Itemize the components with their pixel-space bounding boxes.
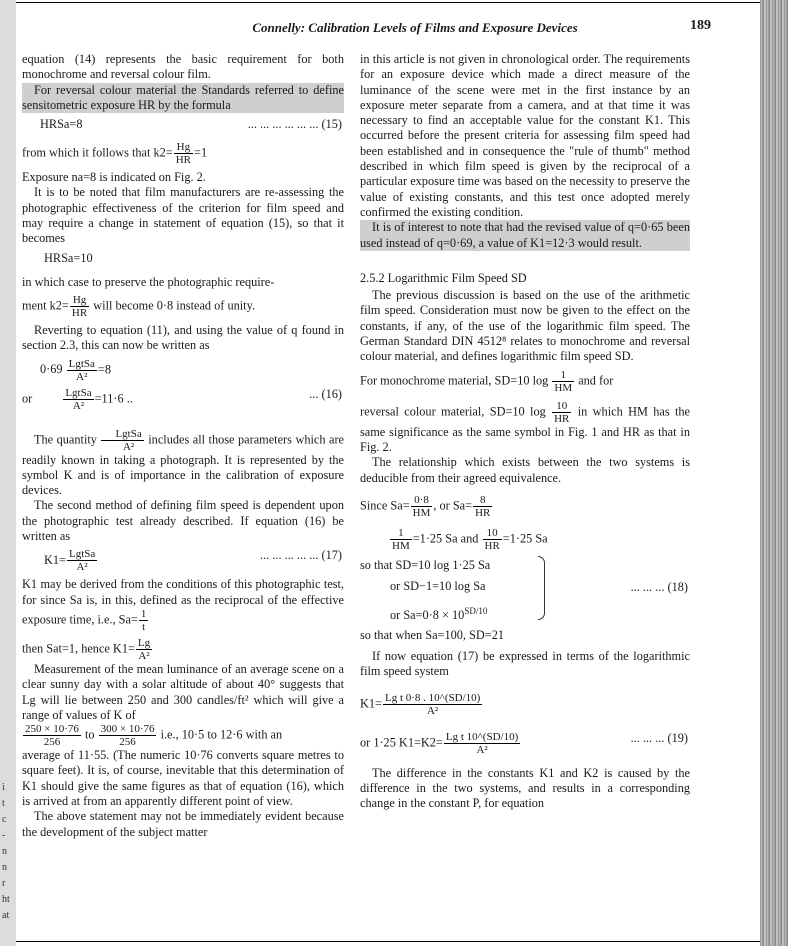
fraction: [552, 400, 571, 425]
equation-17: [22, 548, 344, 573]
text-run: includes all those parameters which are readily known in taking a photograph. It is represented by the symbol K and is of importance in the calibration of exposure devices.: [22, 431, 345, 498]
denominator: 256: [119, 736, 136, 749]
margin-letters: [2, 780, 14, 924]
equation-text: =1: [194, 145, 208, 160]
numerator: LgtSa: [68, 548, 96, 561]
page-number: 189: [690, 18, 711, 33]
fraction: [23, 723, 81, 748]
paragraph: [22, 428, 344, 499]
fraction: [383, 692, 482, 717]
equation-a: [22, 358, 344, 383]
equation-text: will become 0·8 instead of unity.: [93, 298, 256, 313]
paragraph: in which case to preserve the photographic require-: [22, 274, 275, 289]
numerator: Lg: [137, 636, 151, 649]
margin-letter: c: [2, 814, 7, 825]
equation-number: ... (16): [309, 386, 342, 401]
equation-number: ... ... ... ... ... ... (15): [247, 117, 342, 132]
text-run: The quantity: [34, 431, 97, 446]
equation-relation: [360, 527, 690, 552]
denominator: HR: [175, 154, 192, 167]
fraction: [70, 294, 89, 319]
left-column: [22, 52, 344, 840]
margin-letter: n: [2, 862, 7, 873]
or-label: or: [22, 390, 33, 405]
text-run: reversal colour material, SD=10 log: [360, 403, 546, 418]
denominator: A²: [76, 561, 88, 574]
denominator: A²: [426, 704, 439, 717]
paragraph: The above statement may not be immediately evident because the development of the subject matter: [22, 809, 344, 839]
numerator: Lg t 10^(SD/10): [445, 730, 519, 743]
numerator: 10: [552, 400, 571, 413]
fraction: [101, 428, 143, 453]
denominator: A²: [122, 440, 135, 453]
text-run: to: [84, 727, 95, 742]
equation-line: so that SD=10 log 1·25 Sa: [360, 557, 491, 572]
numerator: 300 × 10·76: [100, 723, 155, 736]
paragraph: Reverting to equation (11), and using the value of q found in section 2.3, this can now be written as: [22, 322, 344, 353]
paragraph: in this article is not given in chronological order. The requirements for an exposure device which made a direct measure of the luminance of the scene were met in the first instance by an exposure meter separate from a camera, and at that time it was necessary to find an acceptable value for the constant K1. This occurred before the present criteria for assessing film speed had been established and in consequence the "rule of thumb" method described in which film speed is given by the reciprocal of a particular exposure time was based on the necessity to preserve the value of existing constants, and this test once adopted merely confirmed the existing condition.: [360, 52, 690, 219]
paragraph: [22, 637, 344, 662]
equation-number: ... ... ... (18): [630, 579, 688, 594]
paragraph: [360, 369, 690, 394]
numerator: 1: [552, 369, 574, 382]
right-column: [360, 52, 690, 812]
numerator: Hg: [174, 141, 193, 154]
paragraph: average of 11·55. (The numeric 10·76 converts square metres to square feet). It is, of course, inevitable that this determination of K1 should give the same figures as that of equation (16), which is arrived at from an apparently different point of view.: [22, 748, 344, 809]
numerator: LgtSa: [65, 386, 92, 399]
fraction: [139, 608, 149, 633]
text-run: and for: [578, 372, 614, 387]
paragraph: For reversal colour material the Standards referred to define sensitometric exposure HR by the formula: [22, 82, 344, 112]
denominator: A²: [72, 399, 85, 412]
section-heading: 2.5.2 Logarithmic Film Speed SD: [360, 270, 527, 285]
equation-text: from which it follows that k2=: [22, 145, 173, 160]
text-run: then Sat=1, hence K1=: [22, 641, 135, 656]
equation-18-group: [360, 558, 690, 624]
equation-text: , or Sa=: [433, 498, 473, 513]
paragraph: The second method of defining film speed is dependent upon the photographic test already described. If equation (16) be written as: [22, 498, 344, 544]
text-run: in which HM has the same significance as the same symbol in Fig. 1 and HR as that in Fig. 2.: [360, 403, 690, 454]
equation-text: ment k2=: [22, 298, 69, 313]
text-run: i.e., 10·5 to 12·6 with an: [160, 727, 283, 742]
equation-text: K1=: [44, 552, 66, 567]
margin-letter: n: [2, 846, 7, 857]
paragraph: Measurement of the mean luminance of an average scene on a clear sunny day with a solar altitude of about 40° suggests that Lg will lie between 250 and 300 candles/ft² which will give a range of values of K of: [22, 661, 344, 722]
fraction: [174, 141, 193, 166]
numerator: Hg: [70, 294, 89, 307]
denominator: HM: [554, 381, 573, 394]
margin-letter: i: [2, 782, 5, 793]
equation-since: [360, 494, 690, 519]
fraction: [473, 494, 492, 519]
denominator: HR: [71, 306, 88, 319]
denominator: t: [142, 620, 146, 633]
denominator: HM: [412, 506, 431, 519]
paragraph: Exposure na=8 is indicated on Fig. 2.: [22, 170, 206, 185]
numerator: 10: [483, 527, 502, 540]
numerator: LgtSa: [68, 357, 95, 370]
equation-text: or Sa=0·8 × 10: [390, 608, 465, 623]
denominator: HM: [392, 539, 410, 552]
brace: [538, 556, 545, 620]
equation-text: 0·69: [40, 361, 63, 376]
equation-k2: [22, 141, 344, 166]
equation-15: [22, 117, 344, 137]
margin-letter: at: [2, 910, 10, 921]
numerator: 250 × 10·76: [25, 723, 79, 736]
equation-text: K1=: [360, 696, 382, 711]
paragraph: If now equation (17) be expressed in terms of the logarithmic film speed system: [360, 649, 690, 679]
equation-text: =8: [97, 361, 111, 376]
fraction: [99, 723, 157, 748]
denominator: A²: [76, 370, 88, 383]
margin-letter: r: [2, 878, 6, 889]
numerator: Lg t 0·8 . 10^(SD/10): [384, 691, 481, 704]
equation-k1: [360, 692, 690, 717]
fraction: [552, 369, 574, 394]
denominator: HR: [554, 412, 570, 425]
fraction: [67, 548, 97, 573]
equation-16: [22, 387, 344, 412]
numerator: 0·8: [411, 494, 433, 507]
denominator: HR: [484, 539, 500, 552]
margin-letter: ht: [2, 894, 10, 905]
equation-line: or SD−1=10 log Sa: [390, 579, 486, 594]
paragraph: It is of interest to note that had the revised value of q=0·65 been used instead of q=0·69, a value of K1=12·3 would result.: [360, 220, 690, 250]
paragraph: It is to be noted that film manufacturers are re-assessing the photographic effectiveness of the criterion for film speed and may require a change in statement of equation (15), so that it becomes: [22, 185, 344, 246]
equation-text: HRSa=10: [44, 250, 93, 265]
denominator: A²: [138, 649, 150, 662]
numerator: 1: [140, 607, 147, 620]
denominator: 256: [43, 736, 61, 749]
text-run: K1 may be derived from the conditions of this photographic test, for since Sa is, in this, defined as the reciprocal of the effective exposure time, i.e., Sa=: [22, 577, 344, 627]
paragraph: equation (14) represents the basic requirement for both monochrome and reversal colour film.: [22, 52, 344, 82]
margin-letter: -: [2, 830, 6, 841]
paragraph: [22, 577, 344, 633]
denominator: A²: [476, 743, 488, 756]
equation-text: =1·25 Sa and: [412, 531, 479, 546]
paragraph: [360, 400, 690, 456]
exponent: SD/10: [464, 606, 488, 617]
paragraph: The difference in the constants K1 and K2 is caused by the difference in the two systems, and results in a corresponding change in the constant P, for equation: [360, 765, 690, 811]
denominator: HR: [475, 506, 491, 519]
equation-text: =11·6 ..: [94, 390, 133, 405]
fraction: [444, 731, 520, 756]
numerator: LgtSa: [101, 428, 143, 441]
equation-k2-b: [22, 294, 344, 319]
paragraph: [22, 723, 344, 748]
fraction: [67, 358, 97, 383]
paragraph: The relationship which exists between the two systems is deducible from their agreed equivalence.: [360, 455, 690, 485]
fraction: [63, 387, 93, 412]
text-run: For monochrome material, SD=10 log: [360, 372, 549, 387]
equation-19: [360, 731, 690, 756]
paragraph: The previous discussion is based on the use of the arithmetic film speed. Consideration must now be given to the effect on the constants, if any, of the use of the logarithmic film speed. The German Standard DIN 4512⁸ relates to monochrome and reversal colour material, and defines logarithmic film speed SD.: [360, 288, 690, 364]
numerator: 8: [473, 494, 492, 507]
equation-text: Since Sa=: [360, 498, 410, 513]
fraction: [390, 527, 412, 552]
equation-text: or 1·25 K1=K2=: [360, 735, 443, 750]
fraction: [411, 494, 433, 519]
scan-edge-right: [760, 0, 788, 946]
equation-text: HRSa=8: [40, 117, 83, 132]
paragraph: so that when Sa=100, SD=21: [360, 627, 505, 642]
fraction: [483, 527, 502, 552]
equation-number: ... ... ... ... ... (17): [260, 548, 342, 563]
equation-number: ... ... ... (19): [630, 730, 688, 745]
numerator: 1: [390, 527, 412, 540]
equation-text: =1·25 Sa: [502, 531, 548, 546]
margin-letter: t: [2, 798, 5, 809]
fraction: [136, 637, 152, 662]
running-title: Connelly: Calibration Levels of Films and Exposure Devices: [252, 20, 578, 35]
equation-hr: [22, 251, 344, 271]
